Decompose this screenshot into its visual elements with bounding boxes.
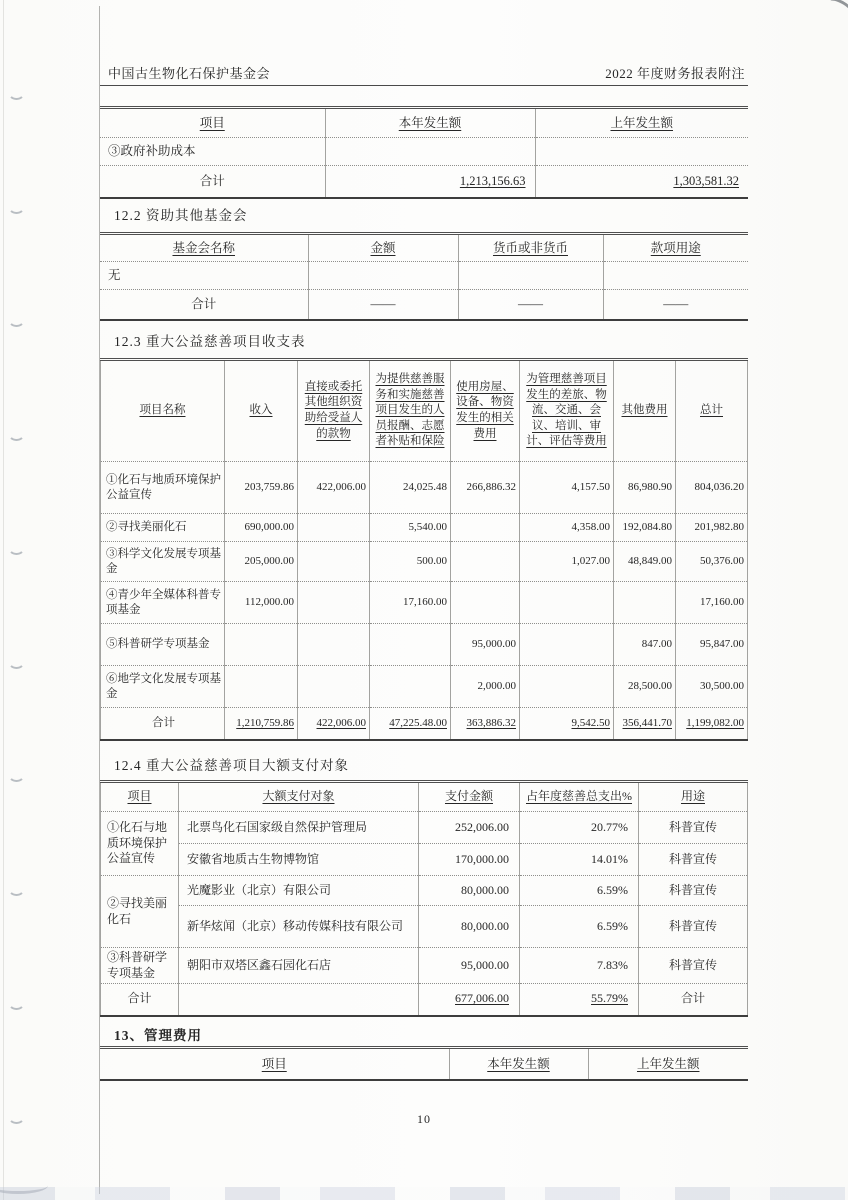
table-cell: 科普宣传 (639, 948, 748, 984)
table-cell (370, 624, 451, 666)
row-label: ③科学文化发展专项基金 (101, 542, 225, 582)
table-header-row (101, 360, 748, 462)
project-label: ①化石与地质环境保护公益宣传 (101, 812, 179, 876)
column-header: 为管理慈善项目发生的差旅、物流、交通、会议、培训、审计、评估等费用 (520, 360, 614, 462)
total-value: 1,199,082.00 (676, 708, 748, 740)
row-label: 无 (100, 262, 308, 290)
table-cell: 201,982.80 (676, 514, 748, 542)
binding-hole (8, 426, 25, 441)
binding-hole (8, 199, 25, 214)
table-cell: 科普宣传 (639, 844, 748, 876)
total-value: 422,006.00 (298, 708, 370, 740)
table-cell (535, 138, 748, 166)
table-cell: 5,540.00 (370, 514, 451, 542)
project-label: ②寻找美丽化石 (101, 876, 179, 948)
total-value: 9,542.50 (520, 708, 614, 740)
table-cell: 28,500.00 (614, 666, 676, 708)
binding-hole (8, 767, 25, 782)
total-row (100, 166, 748, 198)
column-header: 总计 (676, 360, 748, 462)
total-label: 合计 (101, 984, 179, 1016)
table-row (100, 262, 748, 290)
table-cell: 86,980.90 (614, 462, 676, 514)
table-cell: 科普宣传 (639, 906, 748, 948)
charity-projects-table (100, 358, 748, 741)
row-label: ⑥地学文化发展专项基金 (101, 666, 225, 708)
table-cell: 2,000.00 (451, 666, 520, 708)
binding-hole (8, 85, 25, 100)
column-header: 直接或委托其他组织资助给受益人的款物 (298, 360, 370, 462)
total-value: —— (458, 290, 603, 320)
table-cell (458, 262, 603, 290)
column-header: 上年发生额 (636, 1056, 700, 1071)
other-foundations-table (100, 232, 748, 321)
binding-hole (8, 312, 25, 327)
page-content (100, 0, 748, 1200)
table-header-row (101, 782, 748, 812)
table-cell: 30,500.00 (676, 666, 748, 708)
total-label: 合计 (100, 290, 308, 320)
admin-expense-table (100, 1046, 748, 1081)
binding-hole (8, 881, 25, 896)
row-label: ②寻找美丽化石 (101, 514, 225, 542)
total-value: 677,006.00 (419, 984, 520, 1016)
table-cell (520, 624, 614, 666)
column-header: 项目 (101, 782, 179, 812)
project-label: ③科普研学专项基金 (101, 948, 179, 984)
major-payees-table (100, 780, 748, 1017)
table-cell: 95,847.00 (676, 624, 748, 666)
column-header: 款项用途 (603, 234, 748, 262)
total-value: 1,303,581.32 (673, 174, 739, 189)
table-header-row (100, 234, 748, 262)
table-row (100, 138, 748, 166)
total-row (100, 290, 748, 320)
scan-corner-smudge (826, 0, 848, 22)
column-header: 本年发生额 (325, 108, 535, 138)
organization-name: 中国古生物化石保护基金会 (108, 66, 271, 81)
table-row (101, 876, 748, 906)
total-label: 合计 (101, 708, 225, 740)
total-value: 合计 (639, 984, 748, 1016)
table-cell (298, 514, 370, 542)
table-cell (298, 666, 370, 708)
table-cell (520, 582, 614, 624)
table-cell (451, 514, 520, 542)
section-title: 12.3 重大公益慈善项目收支表 (114, 334, 306, 349)
paper-edge-line (3, 0, 4, 1200)
table-cell: 95,000.00 (451, 624, 520, 666)
table-cell: 4,157.50 (520, 462, 614, 514)
total-value: 55.79% (520, 984, 639, 1016)
table-cell: 4,358.00 (520, 514, 614, 542)
column-header: 项目 (100, 1048, 449, 1080)
column-header: 金额 (308, 234, 458, 262)
table-row (101, 666, 748, 708)
table-cell: 170,000.00 (419, 844, 520, 876)
section-title: 13、管理费用 (114, 1028, 202, 1043)
table-cell: 17,160.00 (676, 582, 748, 624)
table-cell (179, 984, 419, 1016)
table-cell: 80,000.00 (419, 876, 520, 906)
table-row (101, 462, 748, 514)
subsidy-cost-table (100, 106, 748, 199)
column-header: 其他费用 (614, 360, 676, 462)
table-row (101, 844, 748, 876)
table-cell (298, 542, 370, 582)
table-cell (603, 262, 748, 290)
column-header: 使用房屋、设备、物资发生的相关费用 (451, 360, 520, 462)
column-header: 上年发生额 (535, 108, 748, 138)
total-label: 合计 (100, 166, 325, 198)
binding-hole (8, 1109, 25, 1124)
table-cell: 192,084.80 (614, 514, 676, 542)
payee-name: 光魔影业（北京）有限公司 (179, 876, 419, 906)
table-cell: 203,759.86 (225, 462, 298, 514)
table-cell: 6.59% (520, 876, 639, 906)
table-cell: 804,036.20 (676, 462, 748, 514)
table-cell: 17,160.00 (370, 582, 451, 624)
table-cell (451, 582, 520, 624)
table-row (101, 624, 748, 666)
table-cell: 690,000.00 (225, 514, 298, 542)
table-cell: 95,000.00 (419, 948, 520, 984)
table-header-row (100, 108, 748, 138)
table-cell (225, 624, 298, 666)
total-value: 356,441.70 (614, 708, 676, 740)
payee-name: 北票鸟化石国家级自然保护管理局 (179, 812, 419, 844)
table-cell (298, 582, 370, 624)
binding-hole (8, 654, 25, 669)
table-cell (298, 624, 370, 666)
table-row (101, 582, 748, 624)
column-header: 货币或非货币 (458, 234, 603, 262)
table-cell: 205,000.00 (225, 542, 298, 582)
column-header: 用途 (639, 782, 748, 812)
row-label: ③政府补助成本 (100, 138, 325, 166)
section-title: 12.2 资助其他基金会 (114, 208, 248, 223)
table-cell (325, 138, 535, 166)
table-cell: 266,886.32 (451, 462, 520, 514)
table-header-row (100, 1048, 748, 1080)
row-label: ⑤科普研学专项基金 (101, 624, 225, 666)
table-cell: 50,376.00 (676, 542, 748, 582)
column-header: 占年度慈善总支出% (520, 782, 639, 812)
column-header: 基金会名称 (100, 234, 308, 262)
table-row (101, 812, 748, 844)
table-cell: 14.01% (520, 844, 639, 876)
table-cell (225, 666, 298, 708)
table-cell: 6.59% (520, 906, 639, 948)
report-title: 2022 年度财务报表附注 (605, 66, 745, 81)
document-header (100, 56, 748, 86)
column-header: 为提供慈善服务和实施慈善项目发生的人员报酬、志愿者补贴和保险 (370, 360, 451, 462)
total-value: —— (663, 297, 689, 312)
table-cell: 500.00 (370, 542, 451, 582)
binding-hole (8, 995, 25, 1010)
total-row (101, 708, 748, 740)
column-header: 支付金额 (419, 782, 520, 812)
payee-name: 安徽省地质古生物博物馆 (179, 844, 419, 876)
table-cell: 422,006.00 (298, 462, 370, 514)
total-value: 1,210,759.86 (225, 708, 298, 740)
table-row (101, 514, 748, 542)
total-row (101, 984, 748, 1016)
table-cell: 112,000.00 (225, 582, 298, 624)
row-label: ①化石与地质环境保护公益宣传 (101, 462, 225, 514)
table-row (101, 948, 748, 984)
binding-hole (8, 540, 25, 555)
table-cell (370, 666, 451, 708)
total-value: 363,886.32 (451, 708, 520, 740)
table-cell: 48,849.00 (614, 542, 676, 582)
section-title: 12.4 重大公益慈善项目大额支付对象 (114, 758, 349, 773)
table-cell: 80,000.00 (419, 906, 520, 948)
payee-name: 朝阳市双塔区鑫石园化石店 (179, 948, 419, 984)
total-value: 47,225.48.00 (370, 708, 451, 740)
table-cell: 252,006.00 (419, 812, 520, 844)
table-cell: 847.00 (614, 624, 676, 666)
table-cell: 24,025.48 (370, 462, 451, 514)
total-value: 1,213,156.63 (325, 166, 535, 198)
table-cell (614, 582, 676, 624)
table-cell: 科普宣传 (639, 876, 748, 906)
table-row (101, 906, 748, 948)
table-cell (308, 262, 458, 290)
table-cell: 7.83% (520, 948, 639, 984)
table-cell (520, 666, 614, 708)
table-cell (451, 542, 520, 582)
page-number: 10 (417, 1112, 431, 1126)
table-cell: 科普宣传 (639, 812, 748, 844)
table-row (101, 542, 748, 582)
row-label: ④青少年全媒体科普专项基金 (101, 582, 225, 624)
total-value: —— (308, 290, 458, 320)
table-cell: 1,027.00 (520, 542, 614, 582)
column-header: 收入 (225, 360, 298, 462)
table-cell: 20.77% (520, 812, 639, 844)
column-header: 项目名称 (101, 360, 225, 462)
column-header: 本年发生额 (449, 1048, 588, 1080)
column-header: 大额支付对象 (179, 782, 419, 812)
payee-name: 新华炫闻（北京）移动传媒科技有限公司 (179, 906, 419, 948)
column-header: 项目 (100, 108, 325, 138)
